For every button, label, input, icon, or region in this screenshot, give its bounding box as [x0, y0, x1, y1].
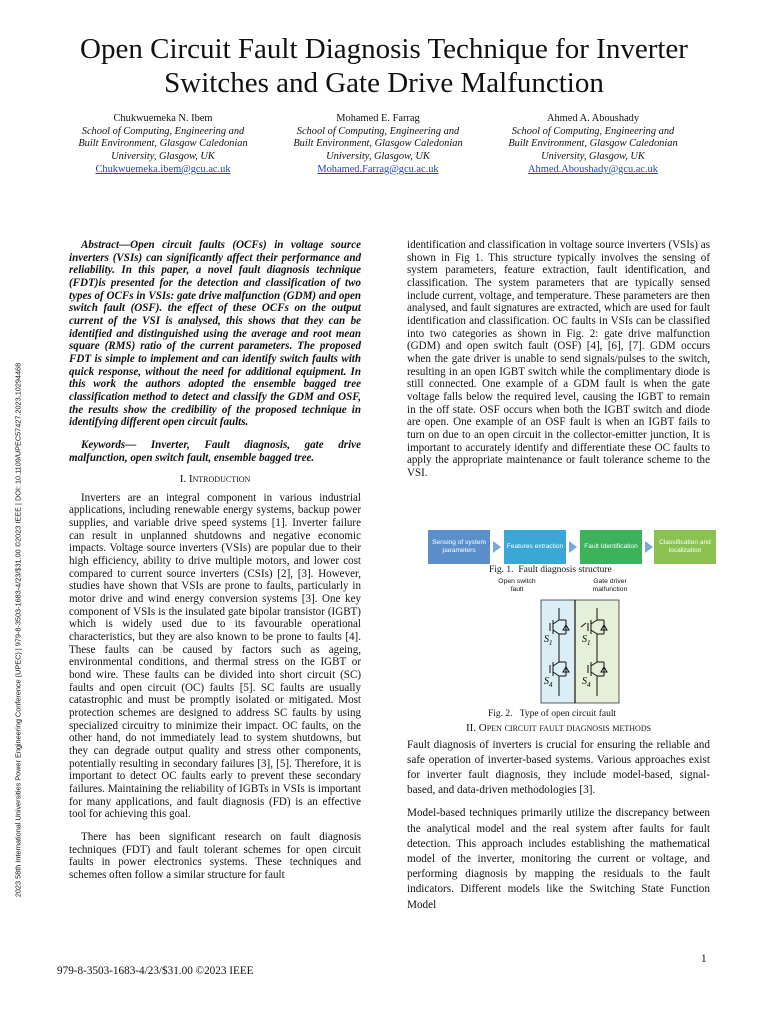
- keywords-label: Keywords—: [81, 438, 137, 451]
- abstract: [69, 239, 361, 429]
- intro-paragraph-1: Inverters are an integral component in various industrial applications, including renewable energy systems, backup power supplies, and variable drive speed systems [1]. Inverter failure can result in unplanned shutdowns and negative economic impacts. Voltage source inverters (VSIs) are popular due to their high efficiency, ability to drive multiple motors, and lower cost compared to current source inverters (CSIs) [2], [3]. However, studies have shown that VSIs are prone to faults, particularly in motor drive and wind energy conversion systems [3]. One key component of VSIs is the insulated gate bipolar transistor (IGBT) which is widely used due to its favourable operational characteristics, but they are also known to be prone to faults [4]. These faults can be caused by factors such as ageing, environmental conditions, and thermal stress on the IGBT or bond wire. These faults can be divided into short circuit (SC) faults and open circuit (OC) faults [5]. SC faults are usually catastrophic and must be promptly isolated or mitigated. Most protection schemes are designed to address SC faults by using specialized circuitry to minimize their impact. OC faults, on the other hand, do not immediately lead to system shutdowns, but they can degrade output quality and stress other components, potentially resulting in secondary failures [3], [5]. Therefore, it is important to detect OC faults early to prevent these secondary failures. Maintaining the reliability of IGBTs in VSIs is important for many applications, and fault diagnosis (FD) is an effective tool for achieving this goal.: [69, 491, 361, 821]
- fig1-box-sensing: Sensing of system parameters: [428, 530, 490, 564]
- intro-paragraph-3: identification and classification in voltage source inverters (VSIs) as shown in Fig 1. This structure typically involves the sensing of system parameters, feature extraction, fault identification, and classification. The system parameters that are typically sensed include current, voltage, and temperature. These parameters are then analysed, and fault signatures are extracted, which are used for fault identification and classification. OC faults in VSIs can be classified into two categories as shown in Fig. 2: gate drive malfunction (GDM) and open switch fault (OSF) [4], [6], [7]. GDM occurs when the gate driver is unable to send signals/pulses to the switch, resulting in an open IGBT switch while the complimentary diode is still connected. One example of a GDM fault is when the gate voltage falls below the required level, causing the IGBT to remain in the off state. OSF occurs when both the IGBT switch and diode are open. One example of an OSF fault is when an IGBT fails to turn on due to an open circuit in the collector-emitter junction, It is important to accurately identify and differentiate these OC faults to apply the appropriate maintenance or fault tolerance scheme to the VSI.: [407, 239, 710, 479]
- section-title: Open circuit fault diagnosis methods: [478, 722, 652, 734]
- switch-label-s1: $S_1$: [544, 634, 553, 647]
- fig1-caption-number: Fig. 1.: [489, 565, 514, 575]
- section-heading-methods: [407, 722, 710, 735]
- author-affiliation: School of Computing, Engineering and: [81, 125, 245, 137]
- author-affiliation: School of Computing, Engineering and: [511, 125, 675, 137]
- author-affiliation: Built Environment, Glasgow Caledonian: [78, 138, 248, 150]
- switch-label-s1: $S_1$: [582, 634, 591, 647]
- paper-title: Open Circuit Fault Diagnosis Technique for Inverter Switches and Gate Drive Malfunction: [80, 33, 688, 99]
- author-affiliation: University, Glasgow, UK: [111, 151, 215, 163]
- arrow-right-icon: [645, 541, 653, 553]
- author-name: Ahmed A. Aboushady: [546, 113, 640, 124]
- fig2-caption: [488, 709, 616, 720]
- section-numeral: I.: [179, 473, 189, 486]
- keywords: [69, 439, 361, 464]
- fig1-caption-text: Fault diagnosis structure: [518, 565, 612, 575]
- switch-label-s4: $S_4$: [544, 676, 553, 689]
- section-title: Introduction: [188, 473, 251, 486]
- switch-label-s4: $S_4$: [582, 676, 591, 689]
- section-heading-introduction: [69, 473, 361, 486]
- sidebar-text: 2023 58th International Universities Power Engineering Conference (UPEC) | 979-8-3503-1683-4/23/$31.00 ©2023 IEEE | DOI: 10.1109/UPEC57427.2023.10294468: [13, 362, 23, 898]
- copyright-footer: 979-8-3503-1683-4/23/$31.00 ©2023 IEEE: [57, 965, 254, 977]
- arrow-right-icon: [493, 541, 501, 553]
- abstract-label: Abstract—: [81, 239, 131, 251]
- author-affiliation: Built Environment, Glasgow Caledonian: [293, 138, 463, 150]
- right-column-lower: [407, 722, 710, 913]
- page-number: 1: [701, 953, 707, 965]
- author-affiliation: University, Glasgow, UK: [541, 151, 645, 163]
- right-column: [407, 239, 710, 479]
- intro-paragraph-2: There has been significant research on fault diagnosis techniques (FDT) and fault tolerant schemes for open circuit faults in power electronics systems. These techniques and schemes often follow a similar structure for fault: [69, 830, 361, 881]
- left-column: [69, 239, 361, 882]
- fig2-caption-text: Type of open circuit fault: [519, 709, 617, 719]
- author-affiliation: School of Computing, Engineering and: [296, 125, 460, 137]
- fig1-box-classification: Classification and localization: [654, 530, 716, 564]
- author-block: [58, 113, 268, 177]
- conference-sidebar: [6, 300, 30, 960]
- fig1-caption: [489, 565, 612, 576]
- author-name: Chukwuemeka N. Ibem: [113, 113, 213, 124]
- author-email-link[interactable]: Chukwuemeka.ibem@gcu.ac.uk: [95, 163, 231, 175]
- fig1-box-features: Features extraction: [504, 530, 566, 564]
- fig2-circuit-diagram: [497, 578, 647, 710]
- author-name: Mohamed E. Farrag: [336, 113, 420, 124]
- author-email-link[interactable]: Mohamed.Farrag@gcu.ac.uk: [317, 163, 439, 175]
- fig2-schematic: [497, 596, 647, 706]
- keywords-text: Inverter, Fault diagnosis, gate drive malfunction, open switch fault, ensemble bagged tree.: [69, 438, 361, 464]
- fig2-label-gate-driver: Gate driver malfunction: [592, 578, 628, 593]
- author-block: [488, 113, 698, 177]
- methods-paragraph-2: Model-based techniques primarily utilize the discrepancy between the analytical model and the real system after faults for fault detection. This approach includes establishing the mathematical model of the inverter, monitoring the current or voltage, and performing diagnosis by mapping the residuals to the fault indicators. Different models like the Switching State Function Model: [407, 807, 710, 911]
- section-numeral: II.: [465, 722, 479, 734]
- fig2-left-panel: [541, 600, 575, 703]
- fig1-flow-diagram: [428, 528, 714, 566]
- methods-paragraph-1: Fault diagnosis of inverters is crucial for ensuring the reliable and safe operation of inverter-based systems. Various approaches exist for inverter fault diagnosis, they include model-based, signal-based, and data-driven methodologies [3].: [407, 738, 710, 797]
- author-email-link[interactable]: Ahmed.Aboushady@gcu.ac.uk: [528, 163, 658, 175]
- author-block: [273, 113, 483, 177]
- fig1-box-identification: Fault Identification: [580, 530, 642, 564]
- abstract-text: Open circuit faults (OCFs) in voltage source inverters (VSIs) can significantly affect their performance and reliability. In this paper, a novel fault diagnosis technique (FDT)is presented for the detection and classification of two types of OCFs in VSIs: gate drive malfunction (GDM) and open switch fault (OSF). the effect of these OCFs on the output current of the VSI is analysed, this shows that they can be identified and distinguished using the average and root mean square (RMS) ratio of the current parameters. The proposed FDT is simple to implement and can identify switch faults with quick response, without the need for additional equipment. In this work the authors adopted the ensemble bagged tree classification method to detect and classify the GDM and OSF, the results show the credibility of the proposed technique in identifying different open circuit faults.: [69, 239, 361, 429]
- fig2-caption-number: Fig. 2.: [488, 709, 513, 719]
- fig2-label-open-switch: Open switch fault: [498, 578, 536, 593]
- author-affiliation: University, Glasgow, UK: [326, 151, 430, 163]
- arrow-right-icon: [569, 541, 577, 553]
- author-affiliation: Built Environment, Glasgow Caledonian: [508, 138, 678, 150]
